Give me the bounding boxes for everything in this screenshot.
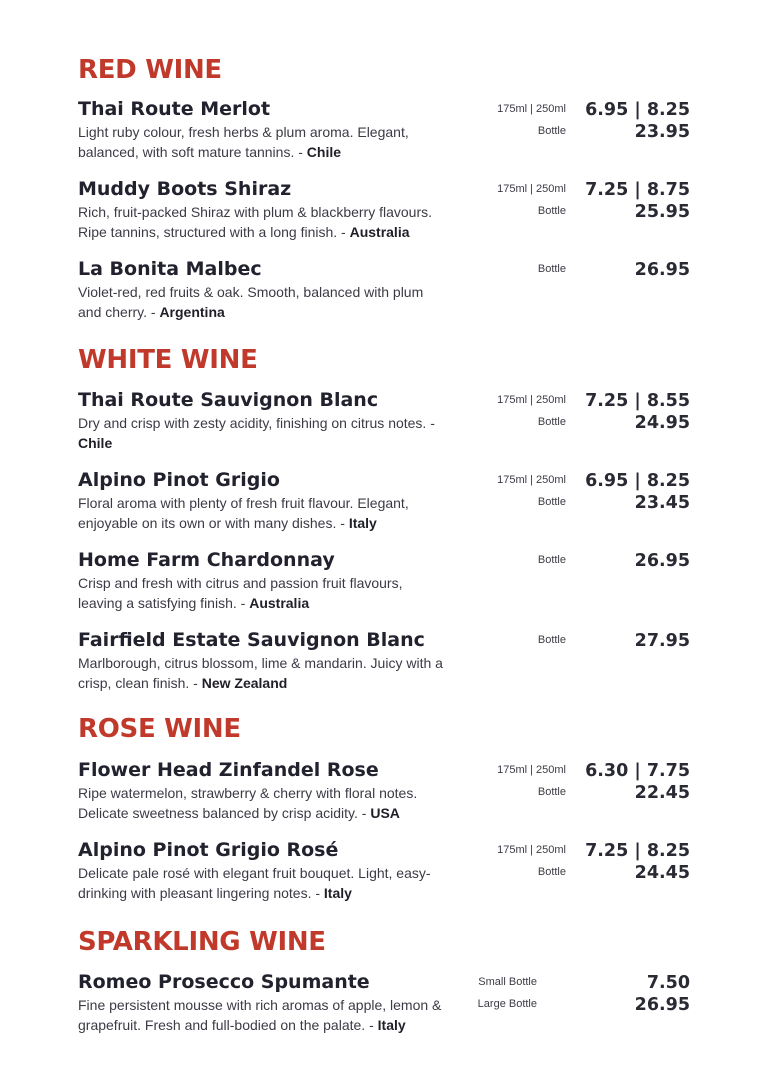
wine-item — [0, 971, 768, 1041]
wine-description: Light ruby colour, fresh herbs & plum aroma. Elegant, balanced, with soft mature tannins. - Chile — [78, 124, 409, 160]
size-label: Bottle — [537, 496, 566, 508]
price: 6.30 | 7.75 — [585, 761, 690, 781]
wine-origin: Australia — [249, 595, 310, 611]
size-label: 175ml | 250ml — [497, 103, 566, 115]
wine-name: Romeo Prosecco Spumante — [78, 971, 370, 993]
wine-name: Alpino Pinot Grigio — [78, 469, 280, 491]
wine-origin: Italy — [323, 885, 352, 901]
wine-name: Alpino Pinot Grigio Rosé — [78, 839, 339, 861]
wine-origin: Chile — [306, 144, 342, 160]
size-label: Bottle — [537, 554, 566, 566]
wine-description: Marlborough, citrus blossom, lime & mandarin. Juicy with a crisp, clean finish. - New Zealand — [78, 655, 443, 691]
wine-name: Thai Route Merlot — [78, 98, 271, 120]
wine-name: Muddy Boots Shiraz — [78, 178, 292, 200]
section-title: SPARKLING WINE — [78, 927, 326, 957]
price: 7.50 — [646, 973, 690, 993]
wine-item — [0, 549, 768, 619]
wine-description: Delicate pale rosé with elegant fruit bouquet. Light, easy-drinking with pleasant lingering notes. - Italy — [78, 865, 431, 901]
wine-item — [0, 759, 768, 829]
size-label: Bottle — [537, 786, 566, 798]
size-label: Small Bottle — [478, 976, 537, 988]
wine-name: Home Farm Chardonnay — [78, 549, 335, 571]
wine-item — [0, 839, 768, 909]
size-label: Bottle — [537, 866, 566, 878]
price: 23.95 — [634, 122, 690, 142]
section-title: ROSE WINE — [78, 714, 241, 744]
price: 23.45 — [634, 493, 690, 513]
wine-origin: New Zealand — [201, 675, 288, 691]
wine-name: Thai Route Sauvignon Blanc — [78, 389, 379, 411]
size-label: 175ml | 250ml — [497, 394, 566, 406]
price: 26.95 — [634, 995, 690, 1015]
price: 22.45 — [634, 783, 690, 803]
wine-name: La Bonita Malbec — [78, 258, 262, 280]
wine-name: Fairfield Estate Sauvignon Blanc — [78, 629, 425, 651]
wine-origin: Argentina — [159, 304, 225, 320]
wine-origin: Chile — [78, 435, 113, 451]
wine-item — [0, 98, 768, 168]
size-label: 175ml | 250ml — [497, 764, 566, 776]
price: 7.25 | 8.25 — [585, 841, 690, 861]
size-label: 175ml | 250ml — [497, 474, 566, 486]
wine-item — [0, 629, 768, 699]
wine-origin: USA — [370, 805, 400, 821]
wine-item — [0, 258, 768, 328]
wine-origin: Italy — [348, 515, 377, 531]
wine-item — [0, 389, 768, 459]
price: 27.95 — [634, 631, 690, 651]
wine-origin: Italy — [377, 1017, 406, 1033]
price: 24.95 — [634, 413, 690, 433]
wine-origin: Australia — [349, 224, 410, 240]
wine-description: Fine persistent mousse with rich aromas of apple, lemon & grapefruit. Fresh and full-bodied on the palate. - Italy — [78, 997, 442, 1033]
price: 26.95 — [634, 260, 690, 280]
price: 6.95 | 8.25 — [585, 100, 690, 120]
price: 24.45 — [634, 863, 690, 883]
size-label: Bottle — [537, 263, 566, 275]
section-title: WHITE WINE — [78, 345, 258, 375]
size-label: 175ml | 250ml — [497, 183, 566, 195]
price: 7.25 | 8.75 — [585, 180, 690, 200]
wine-description: Floral aroma with plenty of fresh fruit flavour. Elegant, enjoyable on its own or with many dishes. - Italy — [78, 495, 409, 531]
size-label: Large Bottle — [477, 998, 537, 1010]
price: 25.95 — [634, 202, 690, 222]
section-title: RED WINE — [78, 55, 222, 85]
wine-description: Rich, fruit-packed Shiraz with plum & blackberry flavours. Ripe tannins, structured with a long finish. - Australia — [78, 204, 433, 240]
size-label: 175ml | 250ml — [497, 844, 566, 856]
wine-description: Dry and crisp with zesty acidity, finishing on citrus notes. - Chile — [78, 415, 435, 451]
size-label: Bottle — [537, 205, 566, 217]
wine-item — [0, 178, 768, 248]
wine-description: Violet-red, red fruits & oak. Smooth, balanced with plum and cherry. - Argentina — [78, 284, 424, 320]
wine-item — [0, 469, 768, 539]
price: 7.25 | 8.55 — [585, 391, 690, 411]
wine-description: Ripe watermelon, strawberry & cherry with floral notes. Delicate sweetness balanced by crisp acidity. - USA — [78, 785, 418, 821]
price: 26.95 — [634, 551, 690, 571]
wine-name: Flower Head Zinfandel Rose — [78, 759, 379, 781]
size-label: Bottle — [537, 634, 566, 646]
size-label: Bottle — [537, 416, 566, 428]
wine-description: Crisp and fresh with citrus and passion fruit flavours, leaving a satisfying finish. - Australia — [78, 575, 403, 611]
size-label: Bottle — [537, 125, 566, 137]
price: 6.95 | 8.25 — [585, 471, 690, 491]
